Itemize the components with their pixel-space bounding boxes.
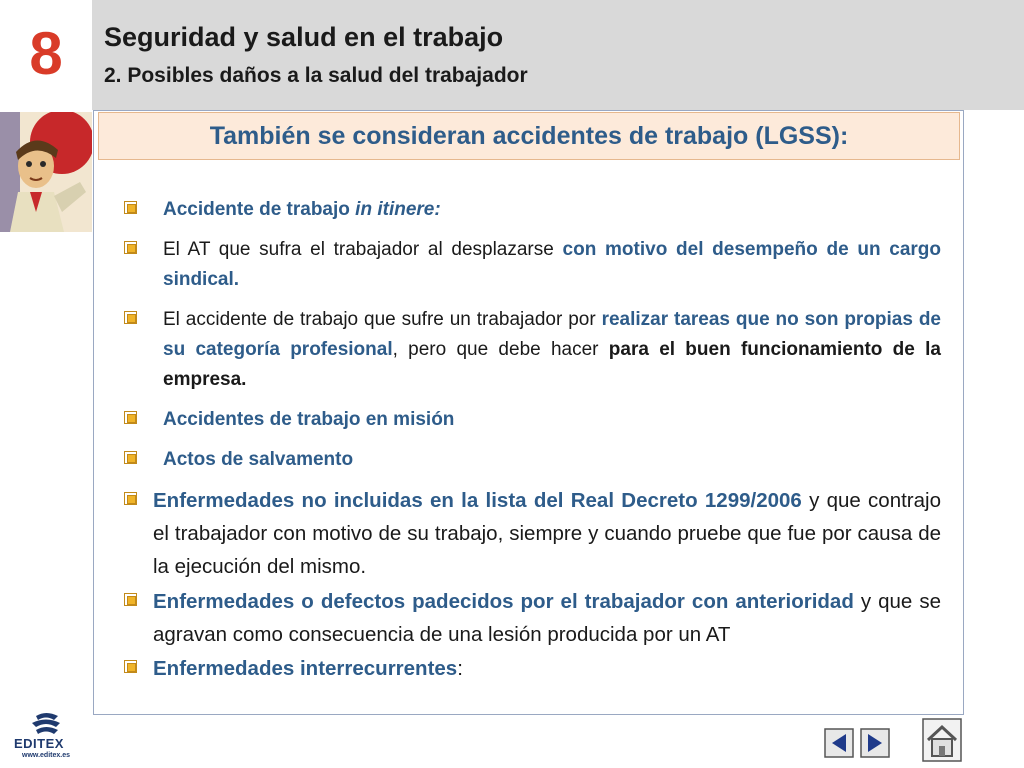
checkbox-bullet-icon [124,451,138,465]
checkbox-bullet-icon [124,411,138,425]
home-icon [922,718,962,762]
checkbox-bullet-icon [124,311,138,325]
worker-illustration [0,112,92,232]
list-item: Enfermedades o defectos padecidos por el trabajador con anterioridad y que se agravan como consecuencia de una lesión producida por un AT [153,590,941,646]
list-item: Actos de salvamento [163,449,354,470]
prev-arrow-icon [824,728,854,758]
checkbox-bullet-icon [124,492,138,506]
home-button[interactable] [922,718,962,762]
next-button[interactable] [860,728,890,758]
list-item: El accidente de trabajo que sufre un trabajador por realizar tareas que no son propias de su categoría profesional, pero que debe hacer para el buen funcionamiento de la empresa. [163,309,941,390]
next-arrow-icon [860,728,890,758]
logo-text: EDITEX [14,736,64,751]
checkbox-bullet-icon [124,660,138,674]
list-item: Enfermedades no incluidas en la lista del Real Decreto 1299/2006 y que contrajo el trabajador con motivo de su trabajo, siempre y cuando pruebe que fue por causa de la ejecución del mismo. [153,489,941,578]
logo-url: www.editex.es [22,752,70,759]
checkbox-bullet-icon [124,241,138,255]
list-item: Enfermedades interrecurrentes: [153,657,463,680]
content-title: También se consideran accidentes de trabajo (LGSS): [209,122,849,150]
checkbox-bullet-icon [124,593,138,607]
checkbox-bullet-icon [124,201,138,215]
chapter-number: 8 [29,20,63,87]
list-item: El AT que sufra el trabajador al desplazarse con motivo del desempeño de un cargo sindical. [163,239,941,290]
header-band [0,0,1024,110]
list-item: Accidente de trabajo in itinere: [163,199,441,220]
list-item: Accidentes de trabajo en misión [163,409,455,430]
page-subtitle: 2. Posibles daños a la salud del trabajador [104,64,528,87]
page-title: Seguridad y salud en el trabajo [104,22,504,52]
prev-button[interactable] [824,728,854,758]
